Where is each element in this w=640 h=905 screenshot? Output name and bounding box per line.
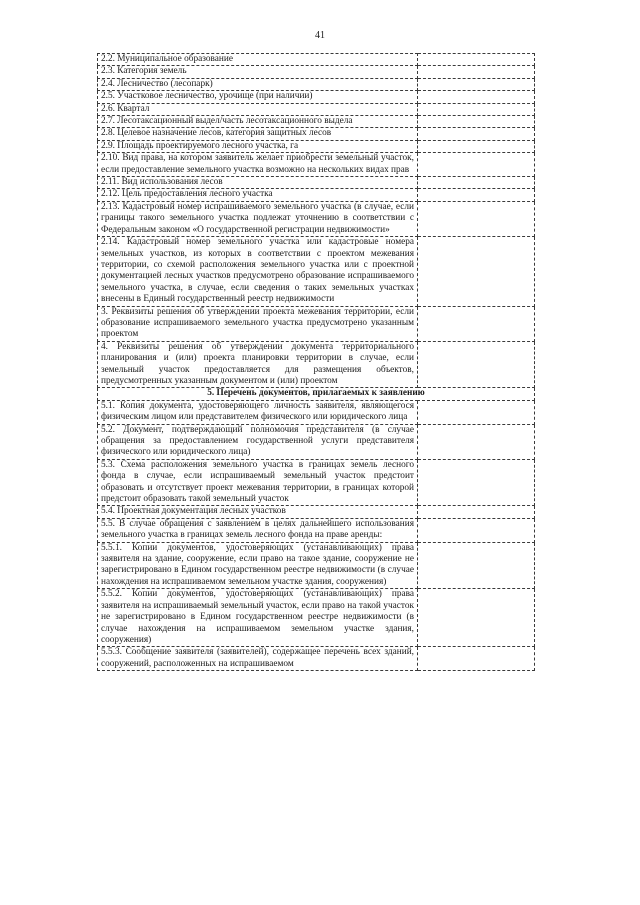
field-label: 5.5. В случае обращения с заявлением в целях дальнейшего использования земельного участка в границах земель лесного фонда на праве аренды: [98,518,418,542]
field-value-cell [418,128,535,140]
field-value-cell [418,506,535,518]
field-label: 4. Реквизиты решения об утверждении документа территориального планирования и (или) проекта планировки территории в случае, если земельный участок предоставляется для размещения объектов, предусмотренных указанным документом и (или) проектом [98,341,418,388]
field-value-cell [418,589,535,647]
field-value-cell [418,189,535,201]
field-value-cell [418,140,535,152]
page-number: 41 [315,30,325,41]
field-label: 5.1. Копия документа, удостоверяющего личность заявителя, являющегося физическим лицом или представителем физического или юридического лица [98,400,418,424]
section-header-row [98,388,535,400]
field-label: 2.6. Квартал [98,103,418,115]
field-label: 2.9. Площадь проектируемого лесного участка, га [98,140,418,152]
field-label: 2.14. Кадастровый номер земельного участка или кадастровые номера земельных участков, из которых в соответствии с проектом межевания территории, со схемой расположения земельного участка или с проектной документацией лесных участков предусмотрено образование испрашиваемого земельного участка, в случае, если сведения о таких земельных участках внесены в Единый государственный реестр недвижимости [98,237,418,306]
field-value-cell [418,400,535,424]
form-table-body [98,54,535,671]
table-row [98,201,535,236]
field-value-cell [418,647,535,671]
field-label: 2.7. Лесотаксационный выдел/часть лесотаксационного выдела [98,116,418,128]
table-row [98,518,535,542]
field-value-cell [418,201,535,236]
field-label: 2.13. Кадастровый номер испрашиваемого земельного участка (в случае, если границы такого земельного участка подлежат уточнению в соответствии с Федеральным законом «О государственной регистрации недвижимости» [98,201,418,236]
field-label: 2.12. Цель предоставления лесного участка [98,189,418,201]
field-label: 2.2. Муниципальное образование [98,54,418,66]
field-label: 5.5.3. Сообщение заявителя (заявителей), содержащее перечень всех зданий, сооружений, расположенных на испрашиваемом [98,647,418,671]
table-row [98,506,535,518]
table-row [98,424,535,459]
table-row [98,116,535,128]
field-label: 5.5.1. Копии документов, удостоверяющих (устанавливающих) права заявителя на здание, сооружение, если право на такое здание, сооружение не зарегистрировано в Едином государственном реестре недвижимости (в случае нахождения на испрашиваемом земельном участке здания, сооружения) [98,542,418,589]
table-row [98,341,535,388]
table-row [98,589,535,647]
field-value-cell [418,542,535,589]
table-row [98,189,535,201]
field-value-cell [418,103,535,115]
field-label: 2.8. Целевое назначение лесов, категория защитных лесов [98,128,418,140]
table-row [98,78,535,90]
field-label: 2.11. Вид использования лесов [98,177,418,189]
field-label: 5.5.2. Копии документов, удостоверяющих (устанавливающих) права заявителя на испрашиваемый земельный участок, если право на такой участок не зарегистрировано в Едином государственном реестре недвижимости (в случае нахождения на испрашиваемом земельном участке здания, сооружения) [98,589,418,647]
field-label: 5.4. Проектная документация лесных участков [98,506,418,518]
application-form-table [97,53,535,671]
table-row [98,66,535,78]
field-value-cell [418,237,535,306]
table-row [98,177,535,189]
field-label: 2.4. Лесничество (лесопарк) [98,78,418,90]
field-label: 5.2. Документ, подтверждающий полномочия представителя (в случае обращения за предоставлением государственной услуги представителя физического или юридического лица) [98,424,418,459]
field-label: 2.5. Участковое лесничество, урочище (при наличии) [98,91,418,103]
field-value-cell [418,78,535,90]
field-label: 2.3. Категория земель [98,66,418,78]
table-row [98,153,535,177]
table-row [98,542,535,589]
table-row [98,128,535,140]
table-row [98,54,535,66]
field-label: 2.10. Вид права, на котором заявитель желает приобрести земельный участок, если предоставление земельного участка возможно на нескольких видах прав [98,153,418,177]
field-value-cell [418,459,535,506]
field-value-cell [418,341,535,388]
field-value-cell [418,518,535,542]
table-row [98,91,535,103]
field-value-cell [418,306,535,341]
section-header: 5. Перечень документов, прилагаемых к заявлению [98,388,535,400]
field-value-cell [418,91,535,103]
table-row [98,459,535,506]
field-label: 3. Реквизиты решения об утверждении проекта межевания территории, если образование испрашиваемого земельного участка предусмотрено указанным проектом [98,306,418,341]
field-value-cell [418,54,535,66]
field-value-cell [418,153,535,177]
field-value-cell [418,66,535,78]
field-label: 5.3. Схема расположения земельного участка в границах земель лесного фонда в случае, если испрашиваемый земельный участок предстоит образовать и отсутствует проект межевания территории, в границах которой предстоит образовать такой земельный участок [98,459,418,506]
table-row [98,237,535,306]
field-value-cell [418,177,535,189]
field-value-cell [418,116,535,128]
table-row [98,103,535,115]
field-value-cell [418,424,535,459]
table-row [98,140,535,152]
table-row [98,400,535,424]
table-row [98,647,535,671]
table-row [98,306,535,341]
